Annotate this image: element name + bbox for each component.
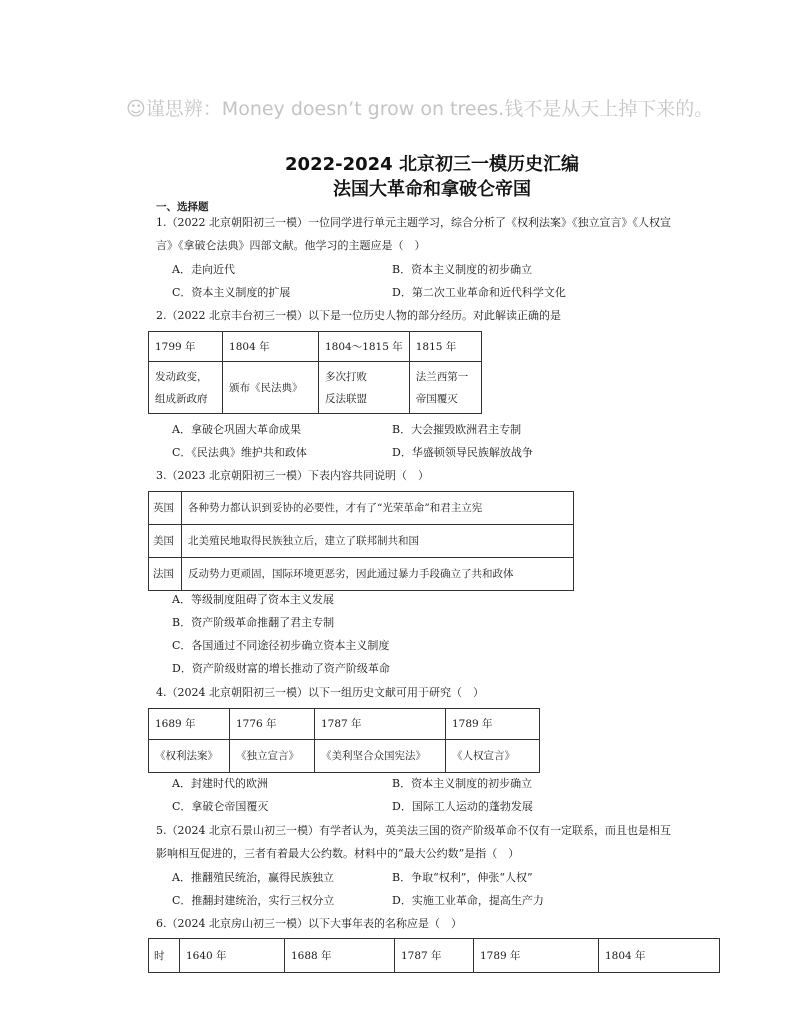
q2-event-line: 法兰西第一 — [415, 370, 469, 383]
q2-event-line: 反法联盟 — [324, 392, 367, 405]
q4-option-b: B．资本主义制度的初步确立 — [392, 777, 533, 790]
q2-event-cell: 颁布《民法典》 — [223, 362, 319, 414]
q3-text-cell: 各种势力都认识到妥协的必要性，才有了“光荣革命”和君主立宪 — [182, 492, 574, 525]
q2-year-cell: 1815 年 — [409, 332, 481, 362]
q5-stem-line2: 影响相互促进的，三者有着最大公约数。材料中的“最大公约数”是指（ ） — [156, 847, 520, 860]
q3-stem: 3.（2023 北京朝阳初三一模）下表内容共同说明（ ） — [156, 469, 429, 482]
q2-option-b: B．大会摧毁欧洲君主专制 — [392, 423, 522, 436]
q2-year-cell: 1804～1815 年 — [318, 332, 409, 362]
q1-option-c: C．资本主义制度的扩展 — [172, 286, 291, 299]
q3-country-cell: 法国 — [149, 558, 182, 591]
q2-stem: 2.（2022 北京丰台初三一模）以下是一位历史人物的部分经历。对此解读正确的是 — [156, 309, 561, 322]
q4-year-cell: 1789 年 — [446, 709, 540, 740]
q3-text-cell: 反动势力更顽固，国际环境更恶劣，因此通过暴力手段确立了共和政体 — [182, 558, 574, 591]
q4-table — [148, 708, 540, 773]
q4-stem: 4.（2024 北京朝阳初三一模）以下一组历史文献可用于研究（ ） — [156, 686, 484, 699]
q4-document-cell: 《人权宣言》 — [446, 740, 540, 773]
q3-option-b: B．资产阶级革命推翻了君主专制 — [172, 616, 335, 629]
q2-table — [148, 331, 482, 414]
watermark: ☺谨思辨：Money doesn’t grow on trees.钱不是从天上掉下来的。 — [126, 98, 714, 120]
q3-country-cell: 英国 — [149, 492, 182, 525]
q5-option-c: C．推翻封建统治，实行三权分立 — [172, 894, 335, 907]
q2-event-line: 帝国覆灭 — [415, 392, 458, 405]
q2-option-a: A．拿破仑巩固大革命成果 — [172, 423, 301, 436]
q3-option-c: C．各国通过不同途径初步确立资本主义制度 — [172, 639, 390, 652]
section-heading: 一、选择题 — [156, 201, 209, 213]
q1-stem-line1: 1.（2022 北京朝阳初三一模）一位同学进行单元主题学习，综合分析了《权利法案》《独立宣言》《人权宣 — [156, 216, 671, 229]
q2-event-line: 多次打败 — [324, 370, 367, 383]
q4-option-a: A．封建时代的欧洲 — [172, 777, 268, 790]
q5-option-a: A．推翻殖民统治，赢得民族独立 — [172, 871, 334, 884]
q4-year-cell: 1689 年 — [149, 709, 230, 740]
q4-document-cell: 《权利法案》 — [149, 740, 230, 773]
q4-year-cell: 1787 年 — [315, 709, 446, 740]
q4-year-cell: 1776 年 — [230, 709, 315, 740]
q1-option-b: B．资本主义制度的初步确立 — [392, 263, 533, 276]
q4-document-cell: 《独立宣言》 — [230, 740, 315, 773]
q6-year-cell: 1804 年 — [599, 939, 720, 973]
q2-year-cell: 1799 年 — [149, 332, 223, 362]
document-subtitle: 法国大革命和拿破仑帝国 — [333, 179, 531, 200]
q3-text-cell: 北美殖民地取得民族独立后，建立了联邦制共和国 — [182, 525, 574, 558]
q4-option-c: C．拿破仑帝国覆灭 — [172, 800, 269, 813]
q4-document-cell: 《美利坚合众国宪法》 — [315, 740, 446, 773]
q1-option-a: A．走向近代 — [172, 263, 235, 276]
q2-year-cell: 1804 年 — [223, 332, 319, 362]
q1-option-d: D．第二次工业革命和近代科学文化 — [392, 286, 566, 299]
q6-header-cell: 时 — [149, 939, 180, 973]
q5-stem-line1: 5.（2024 北京石景山初三一模）有学者认为，英美法三国的资产阶级革命不仅有一定联系，而且也是相互 — [156, 824, 671, 837]
document-title: 2022-2024 北京初三一模历史汇编 — [285, 154, 579, 175]
q3-option-d: D．资产阶级财富的增长推动了资产阶级革命 — [172, 662, 390, 675]
q6-year-cell: 1688 年 — [285, 939, 395, 973]
q3-table — [148, 491, 574, 591]
q6-year-cell: 1789 年 — [474, 939, 599, 973]
q2-event-cell — [318, 362, 409, 414]
q3-option-a: A．等级制度阻碍了资本主义发展 — [172, 593, 334, 606]
q2-event-line: 发动政变， — [155, 370, 208, 383]
q2-event-cell — [409, 362, 481, 414]
q2-option-d: D．华盛顿领导民族解放战争 — [392, 446, 533, 459]
q6-year-cell: 1787 年 — [395, 939, 474, 973]
q2-option-c: C．《民法典》维护共和政体 — [172, 446, 307, 459]
q4-option-d: D．国际工人运动的蓬勃发展 — [392, 800, 533, 813]
q5-option-d: D．实施工业革命，提高生产力 — [392, 894, 544, 907]
q1-stem-line2: 言》《拿破仑法典》四部文献。他学习的主题应是（ ） — [156, 239, 426, 252]
q5-option-b: B．争取“权利”，伸张“人权” — [392, 871, 533, 884]
q6-table — [148, 938, 720, 973]
q6-stem: 6.（2024 北京房山初三一模）以下大事年表的名称应是（ ） — [156, 917, 462, 930]
q2-event-line: 组成新政府 — [155, 392, 208, 405]
q3-country-cell: 美国 — [149, 525, 182, 558]
q6-year-cell: 1640 年 — [180, 939, 285, 973]
q2-event-cell — [149, 362, 223, 414]
